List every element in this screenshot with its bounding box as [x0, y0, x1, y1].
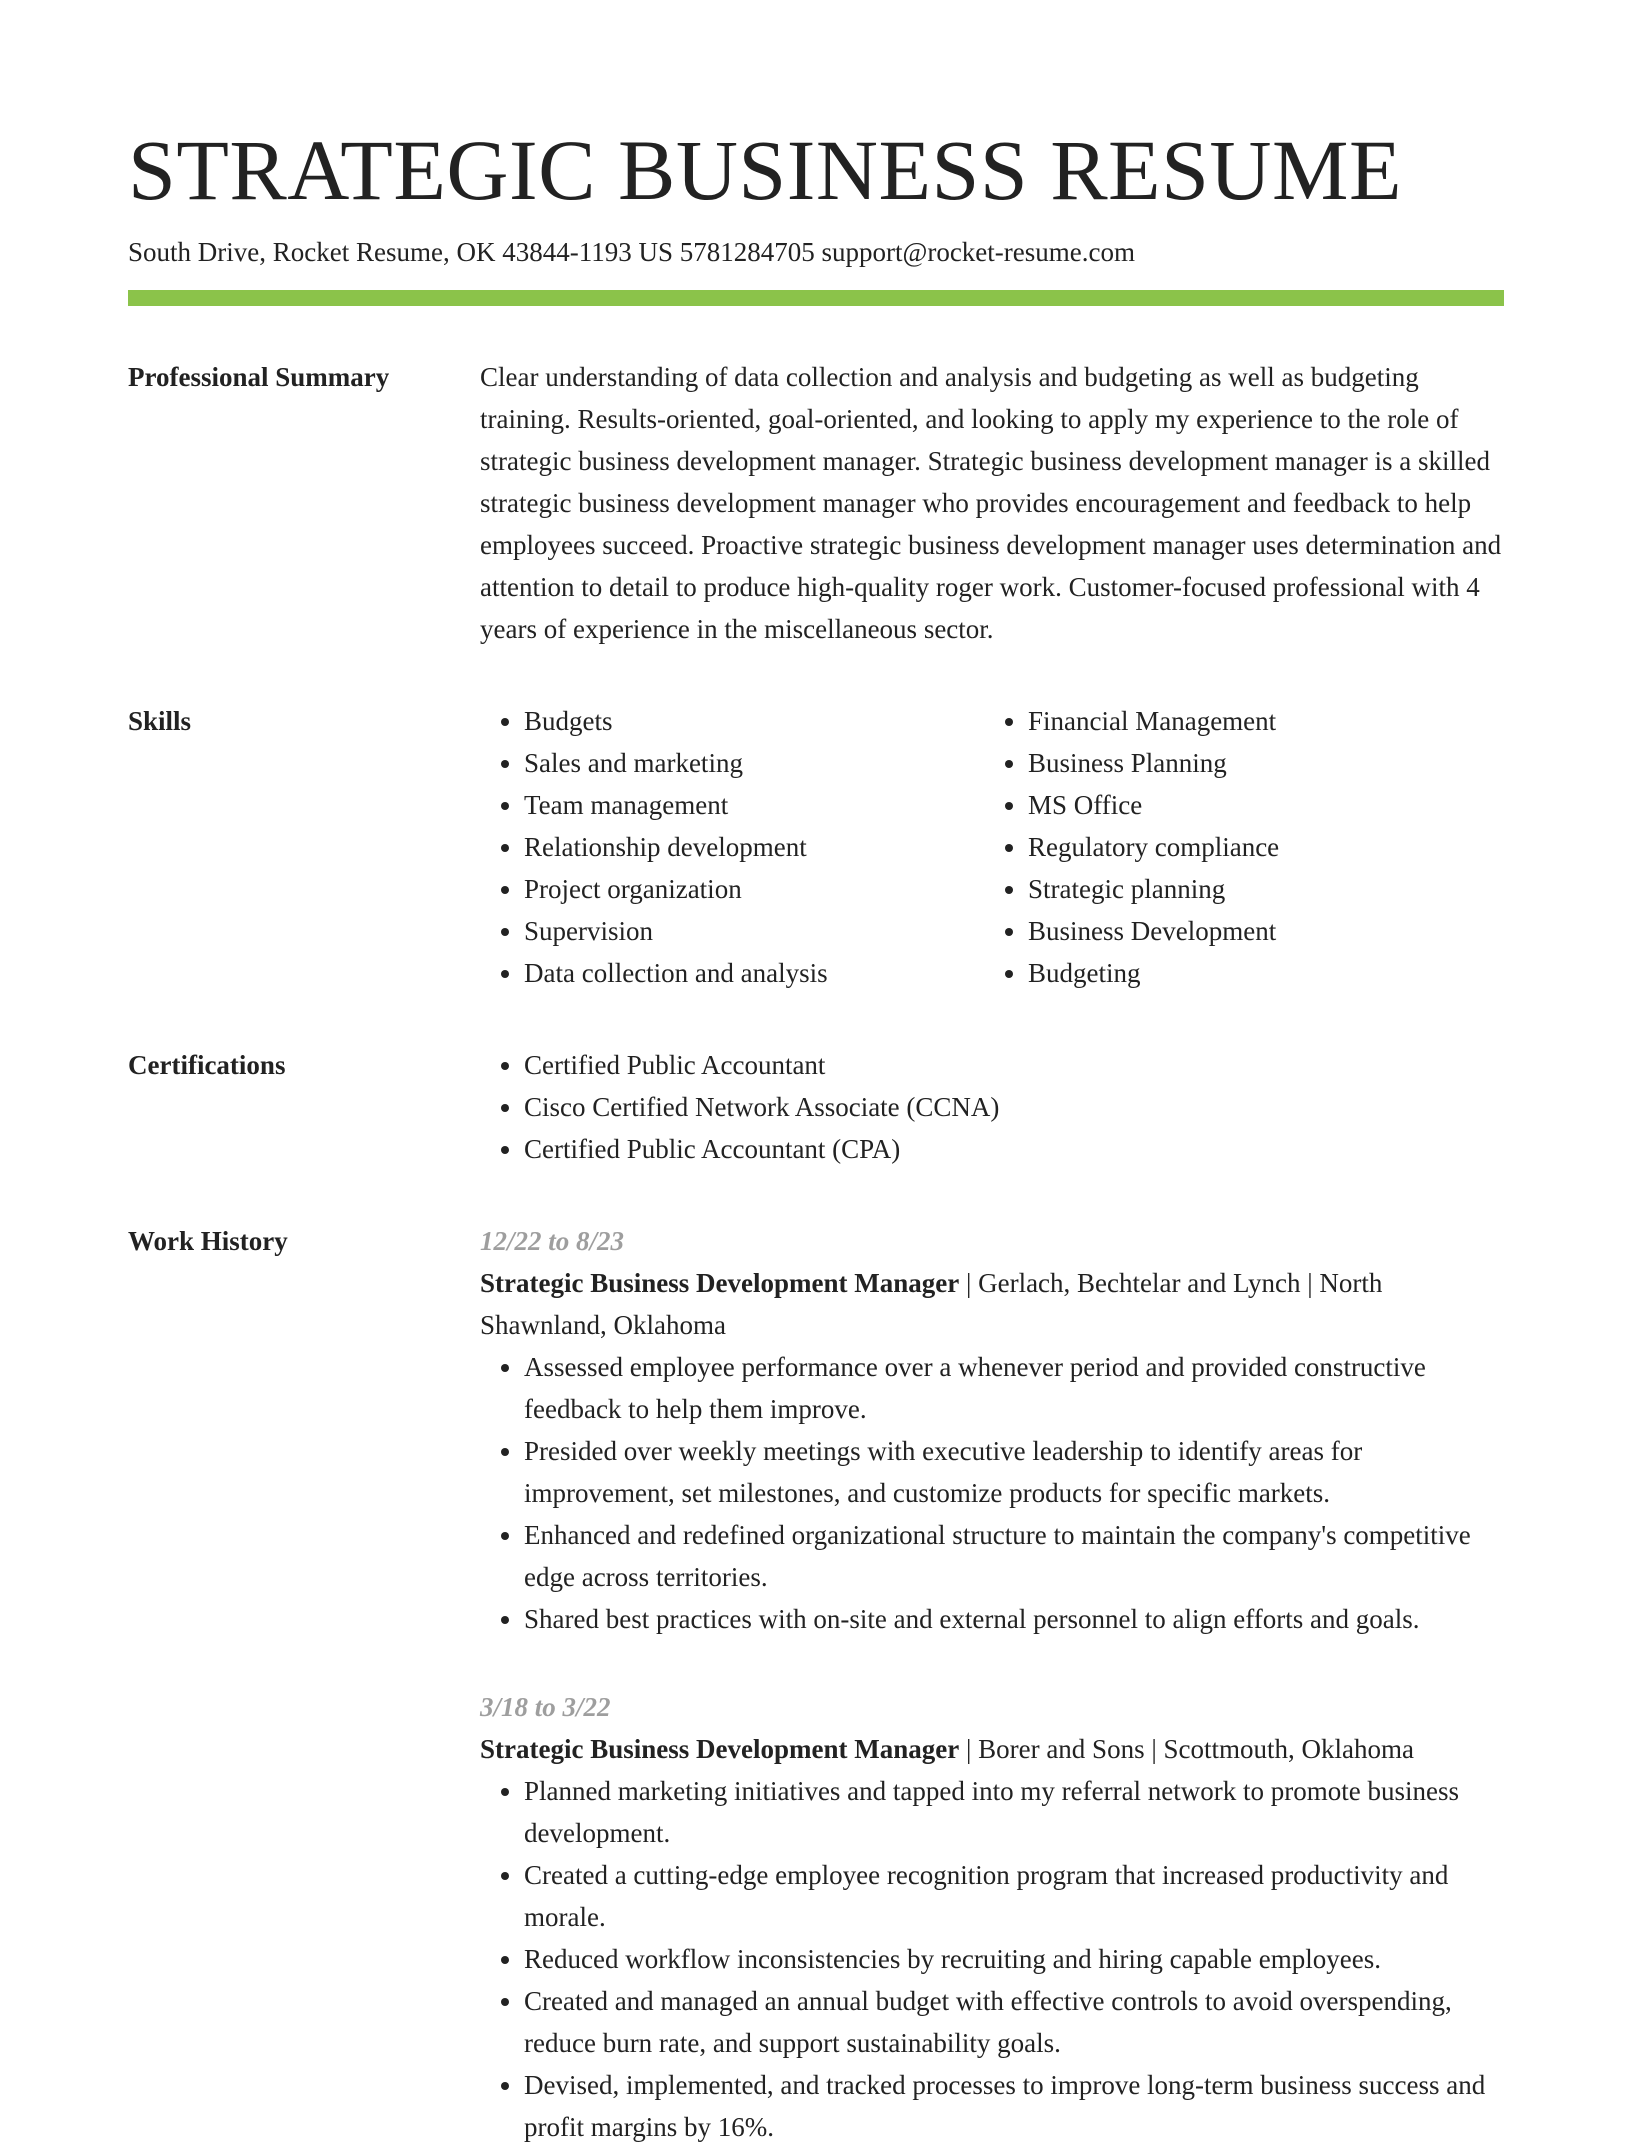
job-bullets [480, 1770, 1504, 2148]
summary-heading: Professional Summary [128, 362, 390, 392]
skills-grid [480, 700, 1504, 994]
job-bullet: • Presided over weekly meetings with executive leadership to identify areas for improvement, set milestones, and customize products for specific markets. [524, 1430, 1504, 1514]
skill-item: • Team management [524, 784, 984, 826]
summary-section [128, 356, 1504, 650]
job-bullet: • Enhanced and redefined organizational structure to maintain the company's competitive edge across territories. [524, 1514, 1504, 1598]
skill-item: • Budgets [524, 700, 984, 742]
job-bullets [480, 1346, 1504, 1640]
job-company-location: | Borer and Sons | Scottmouth, Oklahoma [959, 1734, 1414, 1764]
skills-list-left [480, 700, 984, 994]
skill-item: • Relationship development [524, 826, 984, 868]
job-header [480, 1728, 1504, 1770]
job-bullet: • Created and managed an annual budget with effective controls to avoid overspending, reduce burn rate, and support sustainability goals. [524, 1980, 1504, 2064]
header-divider [128, 290, 1504, 306]
work-history-section [128, 1220, 1504, 2148]
work-history-heading: Work History [128, 1226, 288, 1256]
job-bullet: • Reduced workflow inconsistencies by recruiting and hiring capable employees. [524, 1938, 1504, 1980]
job-entry [480, 1686, 1504, 2148]
certifications-section [128, 1044, 1504, 1170]
skill-item: • Data collection and analysis [524, 952, 984, 994]
job-bullet: • Shared best practices with on-site and external personnel to align efforts and goals. [524, 1598, 1504, 1640]
skill-item: • Budgeting [1028, 952, 1488, 994]
job-title: Strategic Business Development Manager [480, 1268, 960, 1298]
skill-item: • Business Development [1028, 910, 1488, 952]
job-entry [480, 1220, 1504, 1640]
skill-item: • MS Office [1028, 784, 1488, 826]
skill-item: • Financial Management [1028, 700, 1488, 742]
skill-item: • Supervision [524, 910, 984, 952]
skills-section [128, 700, 1504, 994]
skill-item: • Sales and marketing [524, 742, 984, 784]
skills-heading: Skills [128, 706, 192, 736]
job-bullet: • Devised, implemented, and tracked processes to improve long-term business success and profit margins by 16%. [524, 2064, 1504, 2148]
resume-page [128, 0, 1504, 2148]
certification-item: • Certified Public Accountant (CPA) [524, 1128, 1504, 1170]
job-bullet: • Assessed employee performance over a whenever period and provided constructive feedback to help them improve. [524, 1346, 1504, 1430]
skills-list-right [984, 700, 1488, 994]
resume-title: STRATEGIC BUSINESS RESUME [128, 122, 1403, 218]
certifications-list [480, 1044, 1504, 1170]
job-company-location: | Gerlach, Bechtelar and Lynch | North Shawnland, Oklahoma [480, 1268, 1383, 1340]
certifications-heading: Certifications [128, 1050, 286, 1080]
skill-item: • Project organization [524, 868, 984, 910]
job-bullet: • Planned marketing initiatives and tapped into my referral network to promote business development. [524, 1770, 1504, 1854]
skill-item: • Strategic planning [1028, 868, 1488, 910]
skill-item: • Regulatory compliance [1028, 826, 1488, 868]
certification-item: • Cisco Certified Network Associate (CCNA) [524, 1086, 1504, 1128]
certification-item: • Certified Public Accountant [524, 1044, 1504, 1086]
summary-text: Clear understanding of data collection and analysis and budgeting as well as budgeting training. Results-oriented, goal-oriented, and looking to apply my experience to the role of strategic business development manager. Strategic business development manager is a skilled strategic business development manager who provides encouragement and feedback to help employees succeed. Proactive strategic business development manager uses determination and attention to detail to produce high-quality roger work. Customer-focused professional with 4 years of experience in the miscellaneous sector. [480, 362, 1502, 644]
job-title: Strategic Business Development Manager [480, 1734, 960, 1764]
job-header [480, 1262, 1504, 1346]
skill-item: • Business Planning [1028, 742, 1488, 784]
job-dates: 3/18 to 3/22 [480, 1692, 611, 1722]
job-dates: 12/22 to 8/23 [480, 1226, 625, 1256]
contact-line: South Drive, Rocket Resume, OK 43844-1193 US 5781284705 support@rocket-resume.com [128, 237, 1135, 267]
job-bullet: • Created a cutting-edge employee recognition program that increased productivity and morale. [524, 1854, 1504, 1938]
